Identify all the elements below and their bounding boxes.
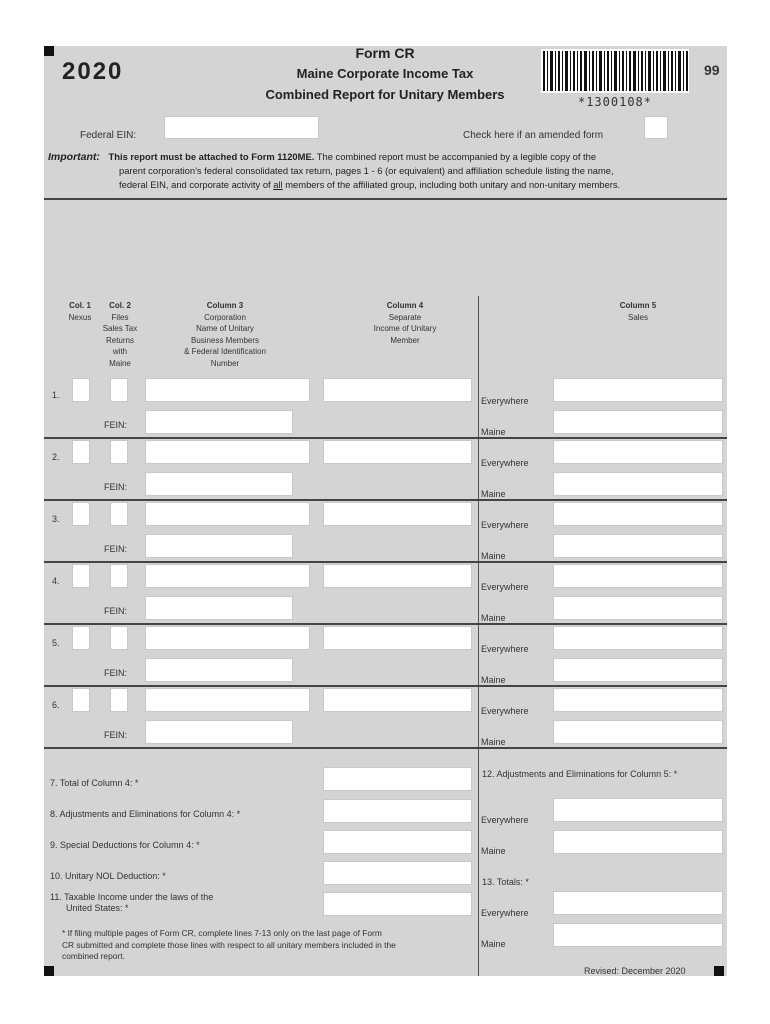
barcode-icon — [541, 49, 689, 93]
form-subtitle-2: Combined Report for Unitary Members — [265, 87, 505, 102]
fein-label: FEIN: — [104, 730, 128, 740]
col4-desc-line: Member — [390, 335, 420, 345]
federal-ein-label: Federal EIN: — [80, 130, 137, 141]
sales-everywhere-input[interactable] — [553, 688, 723, 712]
corporation-name-input[interactable] — [145, 688, 310, 712]
fein-input[interactable] — [145, 472, 293, 496]
nexus-checkbox[interactable] — [72, 688, 90, 712]
col4-header — [355, 300, 455, 346]
row-divider — [44, 499, 727, 501]
separate-income-input[interactable] — [323, 626, 472, 650]
important-line3b: members of the affiliated group, including both unitary and non-unitary members. — [282, 179, 621, 190]
everywhere-label: Everywhere — [481, 644, 529, 654]
col3-desc-line: Business Members — [190, 335, 260, 345]
divider-top — [44, 198, 727, 200]
row-number: 5. — [52, 638, 60, 648]
col2-desc-line: Sales Tax — [102, 324, 138, 333]
maine-label: Maine — [481, 427, 506, 437]
important-line1: The combined report must be accompanied by a legible copy of the — [314, 151, 597, 162]
sales-tax-checkbox[interactable] — [110, 378, 128, 402]
fein-input[interactable] — [145, 596, 293, 620]
line12-everywhere-input[interactable] — [553, 798, 723, 822]
separate-income-input[interactable] — [323, 440, 472, 464]
line10-label: 10. Unitary NOL Deduction: * — [50, 871, 166, 881]
line13-everywhere-input[interactable] — [553, 891, 723, 915]
sales-maine-input[interactable] — [553, 596, 723, 620]
everywhere-label: Everywhere — [481, 582, 529, 592]
nexus-checkbox[interactable] — [72, 626, 90, 650]
form-title: Form CR — [355, 45, 415, 61]
col2-desc-line: with — [112, 347, 128, 356]
nexus-checkbox[interactable] — [72, 378, 90, 402]
fein-input[interactable] — [145, 720, 293, 744]
important-notice — [48, 150, 728, 192]
row-divider — [44, 437, 727, 439]
col5-header — [598, 300, 678, 323]
line12-maine-label: Maine — [481, 846, 506, 856]
important-line3-underline: all — [273, 179, 283, 190]
corporation-name-input[interactable] — [145, 440, 310, 464]
corporation-name-input[interactable] — [145, 378, 310, 402]
maine-label: Maine — [481, 489, 506, 499]
col2-desc-line: Returns — [105, 335, 134, 345]
row-number: 3. — [52, 514, 60, 524]
col1-header — [62, 300, 98, 323]
line7-input[interactable] — [323, 767, 472, 791]
row-number: 2. — [52, 452, 60, 462]
sales-tax-checkbox[interactable] — [110, 626, 128, 650]
row-divider — [44, 623, 727, 625]
sales-everywhere-input[interactable] — [553, 626, 723, 650]
col4-desc-line: Separate — [388, 312, 422, 322]
maine-label: Maine — [481, 551, 506, 561]
everywhere-label: Everywhere — [481, 396, 529, 406]
line12-label: 12. Adjustments and Eliminations for Column 5: * — [482, 769, 678, 779]
line13-maine-input[interactable] — [553, 923, 723, 947]
col3-desc-line: & Federal Identification — [184, 347, 266, 356]
col2-header — [98, 300, 142, 369]
col3-desc-line: Corporation — [204, 312, 246, 322]
line13-maine-label: Maine — [481, 939, 506, 949]
maine-label: Maine — [481, 613, 506, 623]
federal-ein-input[interactable] — [164, 116, 319, 139]
line12-maine-input[interactable] — [553, 830, 723, 854]
amended-form-checkbox[interactable] — [644, 116, 668, 139]
col5-title: Column 5 — [619, 301, 657, 310]
line7-label: 7. Total of Column 4: * — [50, 778, 139, 788]
registration-mark-top-left — [44, 46, 54, 56]
footnote — [62, 928, 472, 963]
sales-tax-checkbox[interactable] — [110, 688, 128, 712]
everywhere-label: Everywhere — [481, 706, 529, 716]
everywhere-label: Everywhere — [481, 458, 529, 468]
line8-label: 8. Adjustments and Eliminations for Column 4: * — [50, 809, 241, 819]
row-number: 1. — [52, 390, 60, 400]
sales-tax-checkbox[interactable] — [110, 440, 128, 464]
col2-desc-line: Maine — [109, 358, 131, 368]
barcode — [541, 49, 689, 93]
line13-label: 13. Totals: * — [482, 877, 529, 887]
fein-label: FEIN: — [104, 668, 128, 678]
col1-title: Col. 1 — [69, 301, 91, 310]
separate-income-input[interactable] — [323, 564, 472, 588]
nexus-checkbox[interactable] — [72, 502, 90, 526]
sales-tax-checkbox[interactable] — [110, 502, 128, 526]
sales-maine-input[interactable] — [553, 534, 723, 558]
line11-label-a: 11. Taxable Income under the laws of the — [50, 892, 214, 902]
nexus-checkbox[interactable] — [72, 564, 90, 588]
form-year: 2020 — [62, 58, 124, 85]
separate-income-input[interactable] — [323, 688, 472, 712]
sales-tax-checkbox[interactable] — [110, 564, 128, 588]
sales-everywhere-input[interactable] — [553, 564, 723, 588]
revised-date: Revised: December 2020 — [584, 966, 686, 976]
col2-title: Col. 2 — [109, 301, 131, 310]
column-divider — [478, 296, 479, 976]
line9-input[interactable] — [323, 830, 472, 854]
fein-label: FEIN: — [104, 420, 128, 430]
separate-income-input[interactable] — [323, 502, 472, 526]
separate-income-input[interactable] — [323, 378, 472, 402]
col2-desc-line: Files — [111, 312, 129, 322]
sales-everywhere-input[interactable] — [553, 378, 723, 402]
footnote-line2: CR submitted and complete those lines with respect to all unitary members included in the — [62, 939, 396, 950]
sales-maine-input[interactable] — [553, 472, 723, 496]
important-line3a: federal EIN, and corporate activity of — [119, 179, 274, 190]
corporation-name-input[interactable] — [145, 626, 310, 650]
col4-title: Column 4 — [386, 301, 424, 310]
form-subtitle-1: Maine Corporate Income Tax — [296, 66, 474, 81]
important-label: Important: — [48, 151, 100, 163]
row-divider — [44, 561, 727, 563]
important-line2: parent corporation's federal consolidated tax return, pages 1 - 6 (or equivalent) and affiliation schedule listing the name, — [119, 165, 614, 176]
line11-input[interactable] — [323, 892, 472, 916]
row-divider — [44, 747, 727, 749]
corner-code: 99 — [704, 62, 720, 78]
amended-form-label: Check here if an amended form — [463, 130, 604, 141]
col3-desc-line: Name of Unitary — [196, 324, 254, 333]
barcode-number: *1300108* — [577, 95, 653, 109]
sales-maine-input[interactable] — [553, 658, 723, 682]
row-number: 6. — [52, 700, 60, 710]
col5-desc: Sales — [627, 312, 648, 322]
fein-input[interactable] — [145, 534, 293, 558]
sales-maine-input[interactable] — [553, 410, 723, 434]
row-divider — [44, 685, 727, 687]
registration-mark-bottom-right — [714, 966, 724, 976]
registration-mark-bottom-left — [44, 966, 54, 976]
nexus-checkbox[interactable] — [72, 440, 90, 464]
col3-title: Column 3 — [206, 301, 244, 310]
col3-header — [170, 300, 280, 369]
fein-label: FEIN: — [104, 482, 128, 492]
sales-maine-input[interactable] — [553, 720, 723, 744]
corporation-name-input[interactable] — [145, 502, 310, 526]
footnote-line3: combined report. — [62, 951, 125, 961]
line10-input[interactable] — [323, 861, 472, 885]
fein-input[interactable] — [145, 410, 293, 434]
line13-everywhere-label: Everywhere — [481, 908, 529, 918]
everywhere-label: Everywhere — [481, 520, 529, 530]
corporation-name-input[interactable] — [145, 564, 310, 588]
sales-everywhere-input[interactable] — [553, 502, 723, 526]
fein-label: FEIN: — [104, 606, 128, 616]
maine-label: Maine — [481, 737, 506, 747]
line12-everywhere-label: Everywhere — [481, 815, 529, 825]
col1-desc: Nexus — [68, 312, 92, 322]
fein-input[interactable] — [145, 658, 293, 682]
line11-label-b: United States: * — [66, 903, 129, 913]
maine-label: Maine — [481, 675, 506, 685]
col4-desc-line: Income of Unitary — [373, 324, 437, 333]
row-number: 4. — [52, 576, 60, 586]
fein-label: FEIN: — [104, 544, 128, 554]
sales-everywhere-input[interactable] — [553, 440, 723, 464]
line8-input[interactable] — [323, 799, 472, 823]
important-bold-text: This report must be attached to Form 1120ME. — [108, 151, 315, 162]
col3-desc-line: Number — [210, 358, 240, 368]
footnote-line1: * If filing multiple pages of Form CR, complete lines 7-13 only on the last page of Form — [62, 928, 382, 938]
line9-label: 9. Special Deductions for Column 4: * — [50, 840, 200, 850]
